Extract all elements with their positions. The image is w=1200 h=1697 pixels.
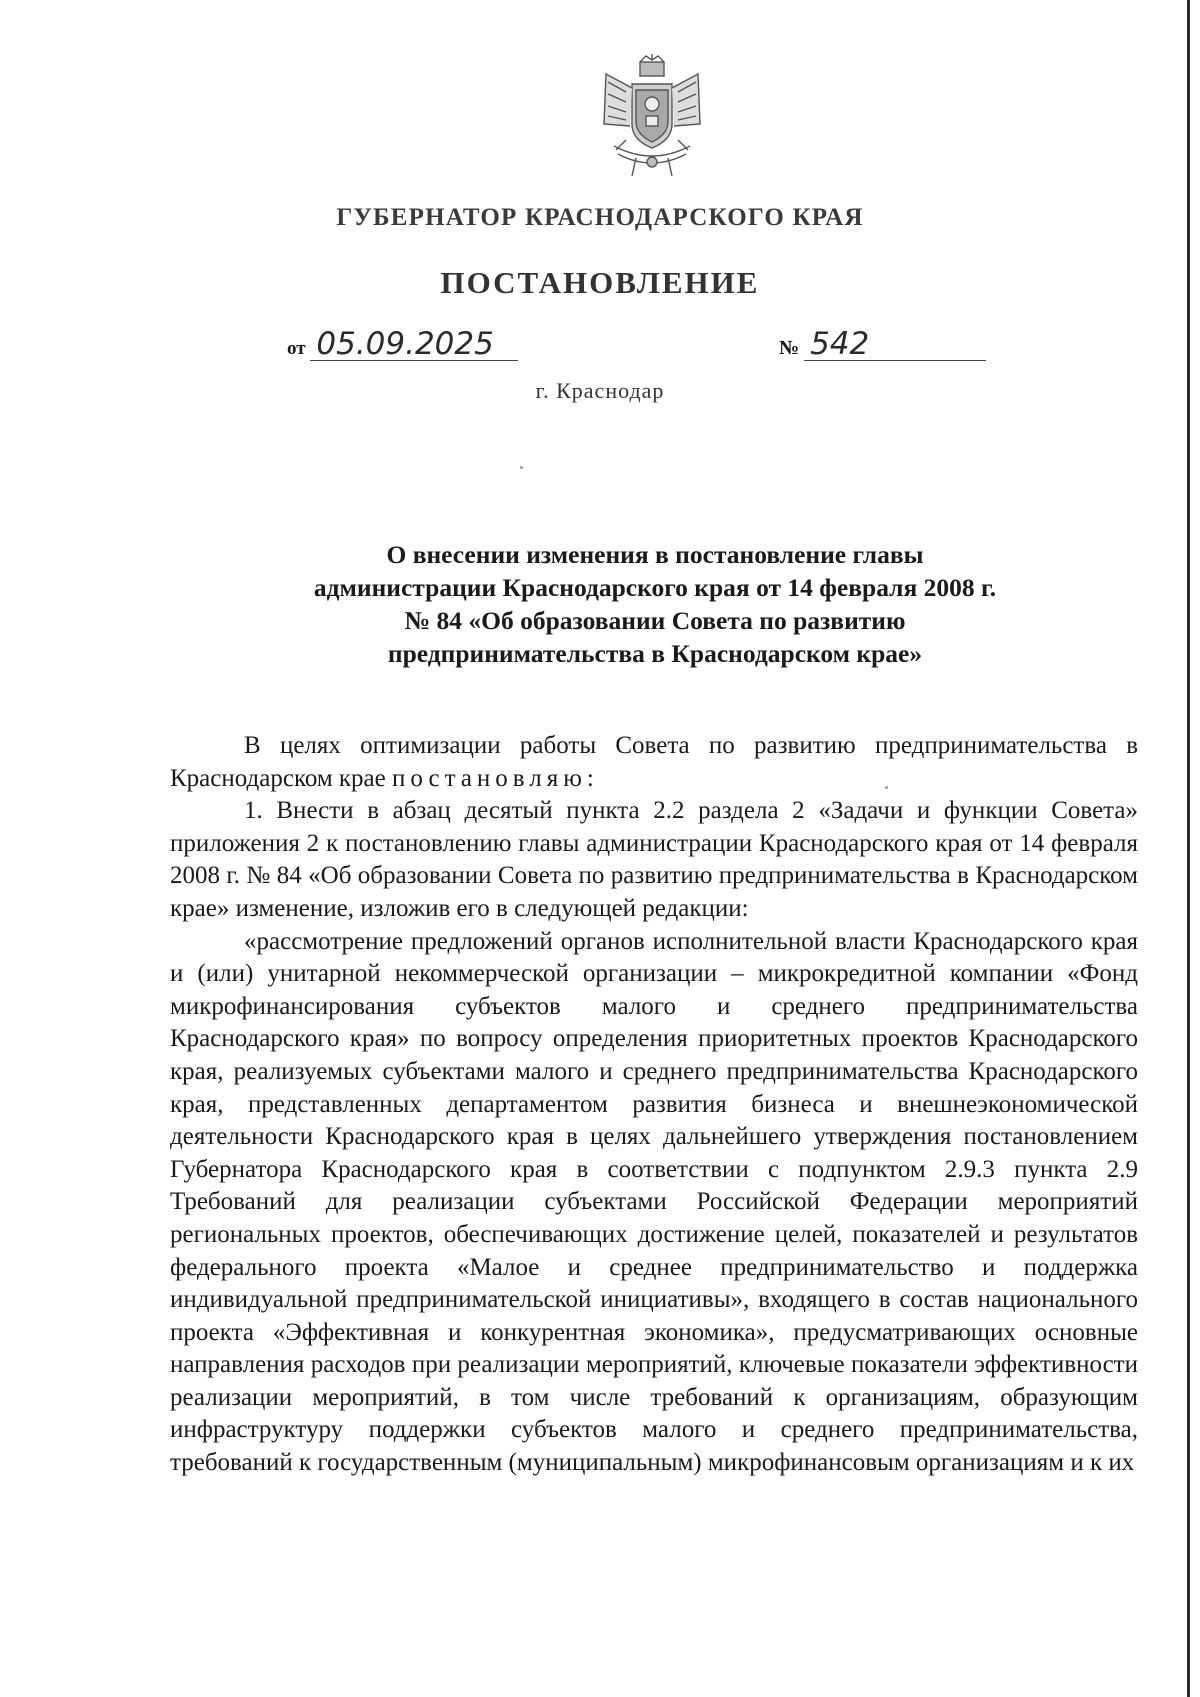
- scan-speck: [520, 466, 523, 469]
- number-line: [779, 328, 986, 361]
- date-line: [287, 328, 518, 361]
- paragraph-2: «рассмотрение предложений органов исполнительной власти Краснодарского края и (или) унитарной некоммерческой организации – микрокредитной компании «Фонд микрофинансирования субъектов малого и среднего предпринимательства Краснодарского края» по вопросу определения приоритетных проектов Краснодарского края, реализуемых субъектами малого и среднего предпринимательства Краснодарского края, представленных департаментом развития бизнеса и внешнеэкономической деятельности Краснодарского края в целях дальнейшего утверждения постановлением Губернатора Краснодарского края в соответствии с подпунктом 2.9.3 пункта 2.9 Требований для реализации субъектами Российской Федерации мероприятий региональных проектов, обеспечивающих достижение целей, показателей и результатов федерального проекта «Малое и среднее предпринимательство и поддержка индивидуальной предпринимательской инициативы», входящего в состав национального проекта «Эффективная и конкурентная экономика», предусматривающих основные направления расходов при реализации мероприятий, ключевые показатели эффективности реализации мероприятий, в том числе требований к организациям, образующим инфраструктуру поддержки субъектов малого и среднего предпринимательства, требований к государственным (муниципальным) микрофинансовым организациям и к их: [170, 927, 1138, 1477]
- intro-paragraph: [170, 730, 1138, 795]
- intro-spaced-word: постановляю:: [392, 764, 599, 792]
- document-title: О внесении изменения в постановление главы администрации Краснодарского края от 14 февраля 2008 г. № 84 «Об образовании Совета по развитию предпринимательства в Краснодарском крае»: [313, 540, 997, 668]
- handwritten-date: 05.09.2025: [310, 328, 518, 361]
- intro-text: В целях оптимизации работы Совета по развитию предпринимательства в Краснодарском крае: [170, 732, 1138, 792]
- krasnodar-coat-of-arms-icon: [596, 54, 708, 180]
- number-prefix: №: [779, 337, 800, 359]
- city: г. Краснодар: [535, 378, 665, 403]
- handwritten-number: 542: [804, 328, 986, 361]
- scan-edge: [1187, 0, 1190, 1697]
- issuer-title: ГУБЕРНАТОР КРАСНОДАРСКОГО КРАЯ: [336, 204, 864, 231]
- date-prefix: от: [287, 338, 306, 359]
- paragraph-1: 1. Внести в абзац десятый пункта 2.2 раздела 2 «Задачи и функции Совета» приложения 2 к постановлению главы администрации Краснодарского края от 14 февраля 2008 г. № 84 «Об образовании Совета по развитию предпринимательства в Краснодарском крае» изменение, изложив его в следующей редакции:: [170, 797, 1138, 922]
- document-body: [170, 730, 1138, 1480]
- document-type: ПОСТАНОВЛЕНИЕ: [440, 265, 760, 300]
- scan-speck: [885, 786, 888, 789]
